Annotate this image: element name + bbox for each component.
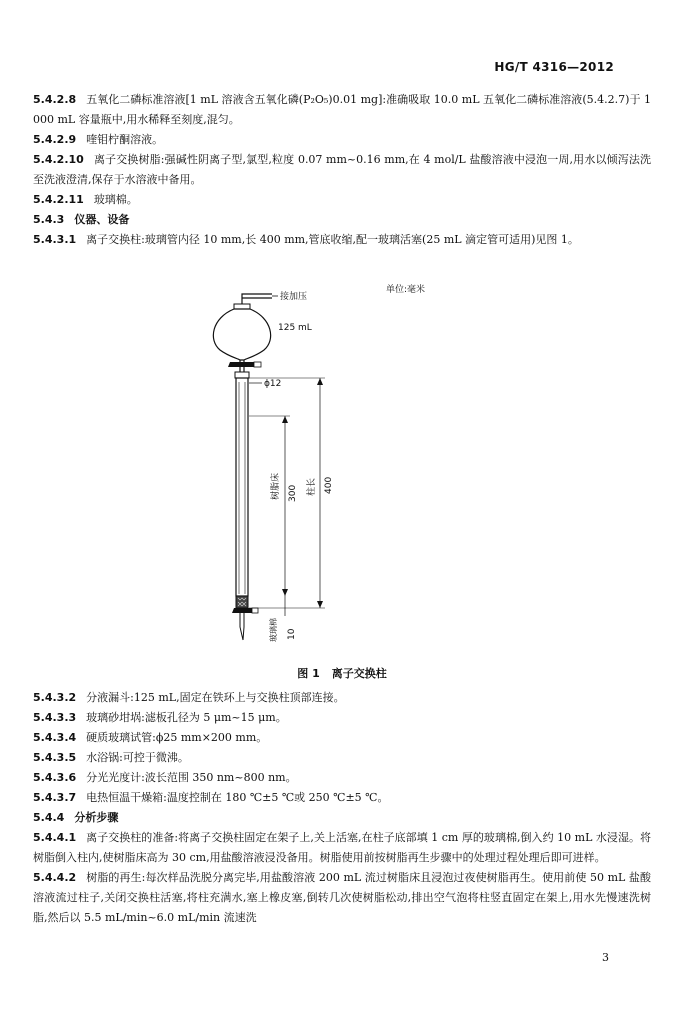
section-title: 分析步骤 (74, 811, 119, 824)
clause-text: 树脂的再生:每次样品洗脱分离完毕,用盐酸溶液 200 mL 流过树脂床且浸泡过夜使树脂再生。使用前使 50 mL 盐酸溶液流过柱子,关闭交换柱活塞,将柱充满水,塞上橡皮塞,倒转几次使树脂松动,排出空气泡将柱竖直固定在架上,用水先慢速洗树脂,然后以 5.5 mL/min~6.0 mL/min 流速洗 (33, 871, 651, 924)
paragraph-5-4-3-6 (33, 768, 651, 788)
label-glass-wool: 玻璃棉 (269, 618, 278, 642)
value-column-length: 400 (324, 476, 334, 494)
clause-number: 5.4.3.7 (33, 791, 77, 804)
clause-text: 水浴锅:可控于微沸。 (86, 751, 189, 764)
paragraph-5-4-3-7 (33, 788, 651, 808)
column-diagram (190, 282, 450, 652)
clause-text: 离子交换柱的准备:将离子交换柱固定在架子上,关上活塞,在柱子底部填 1 cm 厚的玻璃棉,倒入约 10 mL 水浸湿。将树脂倒入柱内,使树脂床高为 30 cm,用盐酸溶液浸没备用。树脂使用前按树脂再生步骤中的处理过程处理后即可进样。 (33, 831, 651, 864)
pressure-inlet-tube (242, 294, 272, 304)
clause-number: 5.4.2.11 (33, 193, 84, 206)
clause-number: 5.4.2.10 (33, 153, 84, 166)
value-glass-wool: 10 (287, 628, 297, 640)
clause-text: 五氧化二磷标准溶液[1 mL 溶液含五氧化磷(P₂O₅)0.01 mg]:准确吸取 10.0 mL 五氧化二磷标准溶液(5.4.2.7)于 1 000 mL 容量瓶中,用水稀释至刻度,混匀。 (33, 93, 651, 126)
paragraph-5-4-3-5 (33, 748, 651, 768)
clause-text: 玻璃棉。 (93, 193, 138, 206)
paragraph-5-4-4-1 (33, 828, 651, 868)
paragraph-5-4-2-10 (33, 150, 651, 190)
clause-number: 5.4.2.8 (33, 93, 77, 106)
clause-number: 5.4.3.2 (33, 691, 77, 704)
column-tip (240, 613, 244, 640)
section-5-4-3-title (33, 210, 651, 230)
clause-text: 离子交换树脂:强碱性阴离子型,氯型,粒度 0.07 mm~0.16 mm,在 4 mol/L 盐酸溶液中浸泡一周,用水以倾泻法洗至洗液澄清,保存于水溶液中备用。 (33, 153, 651, 186)
funnel-stopcock (228, 362, 256, 367)
label-column-length: 柱长 (307, 477, 317, 496)
clause-text: 电热恒温干燥箱:温度控制在 180 ℃±5 ℃或 250 ℃±5 ℃。 (86, 791, 389, 804)
clause-number: 5.4.3.5 (33, 751, 77, 764)
section-number: 5.4.3 (33, 213, 65, 226)
clause-number: 5.4.4.1 (33, 831, 77, 844)
section-title: 仪器、设备 (74, 213, 130, 226)
clause-text: 分光光度计:波长范围 350 nm~800 nm。 (86, 771, 297, 784)
label-volume: 125 mL (278, 323, 312, 333)
column-stopcock (232, 608, 254, 613)
text-block-top (33, 90, 651, 250)
page-number: 3 (602, 951, 609, 964)
paragraph-5-4-2-8 (33, 90, 651, 130)
figure-title: 离子交换柱 (331, 667, 387, 680)
paragraph-5-4-2-9 (33, 130, 651, 150)
figure-unit-label: 单位:毫米 (386, 285, 426, 295)
clause-text: 分液漏斗:125 mL,固定在铁环上与交换柱顶部连接。 (86, 691, 345, 704)
ion-exchange-column-figure (190, 282, 450, 652)
figure-number: 图 1 (297, 667, 320, 680)
label-diameter: ϕ12 (264, 379, 282, 389)
clause-number: 5.4.3.4 (33, 731, 77, 744)
figure-caption (0, 665, 684, 681)
label-pressure: 接加压 (280, 292, 308, 302)
stopper-top (234, 304, 250, 309)
paragraph-5-4-3-3 (33, 708, 651, 728)
value-resin-bed: 300 (288, 484, 298, 502)
clause-text: 喹钼柠酮溶液。 (86, 133, 164, 146)
clause-number: 5.4.3.6 (33, 771, 77, 784)
clause-number: 5.4.2.9 (33, 133, 77, 146)
clause-text: 硬质玻璃试管:ϕ25 mm×200 mm。 (86, 731, 268, 744)
section-number: 5.4.4 (33, 811, 65, 824)
standard-code-header: HG/T 4316—2012 (494, 60, 614, 74)
clause-number: 5.4.4.2 (33, 871, 77, 884)
clause-text: 玻璃砂坩埚:滤板孔径为 5 μm~15 μm。 (86, 711, 287, 724)
paragraph-5-4-3-4 (33, 728, 651, 748)
clause-number: 5.4.3.1 (33, 233, 77, 246)
funnel-bulb (213, 309, 270, 360)
text-block-bottom (33, 688, 651, 928)
clause-number: 5.4.3.3 (33, 711, 77, 724)
column-tube (236, 378, 248, 596)
label-resin-bed: 树脂床 (271, 472, 281, 500)
paragraph-5-4-2-11 (33, 190, 651, 210)
paragraph-5-4-3-1 (33, 230, 651, 250)
paragraph-5-4-3-2 (33, 688, 651, 708)
paragraph-5-4-4-2 (33, 868, 651, 928)
section-5-4-4-title (33, 808, 651, 828)
clause-text: 离子交换柱:玻璃管内径 10 mm,长 400 mm,管底收缩,配一玻璃活塞(25 mL 滴定管可适用)见图 1。 (86, 233, 579, 246)
